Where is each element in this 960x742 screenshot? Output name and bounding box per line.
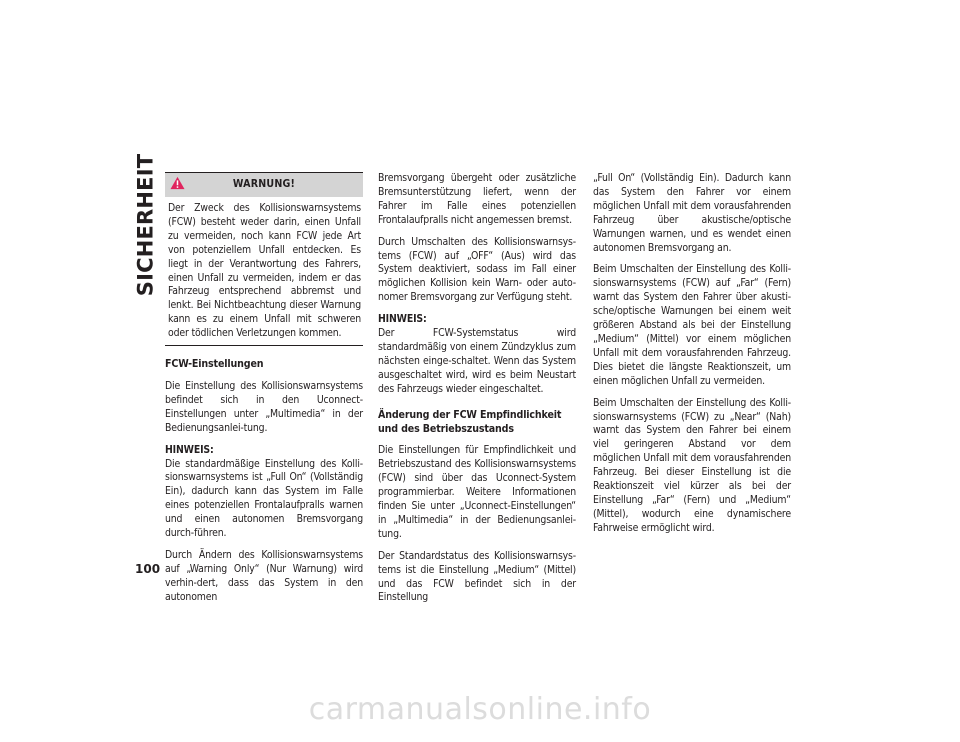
heading-fcw-settings: FCW-Einstellungen	[165, 358, 264, 371]
section-title: SICHERHEIT	[133, 153, 158, 297]
paragraph: Durch Umschalten des Kollisionswarnsys-tems (FCW) auf „OFF“ (Aus) wird das System deaktiviert, sodass im Fall einer möglichen Kollision kein Warn- oder auto-nomer Bremsvorgang zur Verfügung steht.	[378, 235, 576, 304]
warning-triangle-icon	[170, 176, 185, 190]
warning-header	[165, 173, 363, 197]
column-1	[165, 172, 363, 613]
paragraph: Bremsvorgang übergeht oder zusätzliche Bremsunterstützung liefert, wenn der Fahrer im Falle eines potenziellen Frontalaufpralls nicht angemessen bremst.	[378, 172, 576, 226]
note-text: Der FCW-Systemstatus wird standardmäßig von einem Zündzyklus zum nächsten einge-schaltet. Wenn das System ausgeschaltet wird, wird es beim Neustart des Fahrzeugs wieder eingeschaltet.	[378, 327, 576, 395]
paragraph: Durch Ändern des Kollisionswarnsystems auf „Warning Only“ (Nur Warnung) wird verhin-dert, dass das System in den autonomen	[165, 548, 363, 603]
warning-title: WARNUNG!	[232, 178, 296, 191]
note-label: HINWEIS:	[165, 443, 214, 456]
watermark: carmanualsonline.info	[308, 692, 652, 727]
heading-sensitivity: Änderung der FCW Empfindlichkeit und des Betriebszustands	[378, 408, 562, 435]
paragraph: „Full On“ (Vollständig Ein). Dadurch kann das System den Fahrer vor einem möglichen Unfall mit dem vorausfahrenden Fahrzeug über akustische/optische Warnungen warnen, und es wendet einen autonomen Bremsvorgang an.	[593, 172, 791, 254]
warning-text: Der Zweck des Kollisionswarnsystems (FCW) besteht weder darin, einen Unfall zu vermeiden, noch kann FCW jede Art von potenziellem Unfall entdecken. Es liegt in der Verantwortung des Fahrers, einen Unfall zu vermeiden, indem er das Fahrzeug entsprechend abbremst und lenkt. Bei Nichtbeachtung dieser Warnung kann es zu einem Unfall mit schweren oder tödlichen Verletzungen kommen.	[168, 202, 361, 340]
note	[378, 313, 576, 396]
paragraph: Die Einstellung des Kollisionswarnsystems befindet sich in den Uconnect-Einstellungen unter „Multimedia“ in der Bedienungsanlei-tung.	[165, 379, 363, 434]
column-3	[593, 172, 791, 544]
page-number: 100	[135, 562, 161, 576]
column-2	[378, 172, 576, 613]
paragraph: Die Einstellungen für Empfindlichkeit und Betriebszustand des Kollisionswarnsystems (FCW) sind über das Uconnect-System programmierbar. Weitere Informationen finden Sie unter „Uconnect-Einstellungen“ in „Multimedia“ in der Bedienungsanlei-tung.	[378, 444, 576, 540]
note-label: HINWEIS:	[378, 313, 427, 326]
paragraph: Der Standardstatus des Kollisionswarnsys-tems ist die Einstellung „Medium“ (Mittel) und das FCW befindet sich in der Einstellung	[378, 549, 576, 604]
warning-box	[165, 172, 363, 346]
note	[165, 444, 363, 541]
paragraph: Beim Umschalten der Einstellung des Kolli-sionswarnsystems (FCW) zu „Near“ (Nah) warnt das System den Fahrer bei einem viel geringeren Abstand vor dem möglichen Unfall mit dem vorausfahrenden Fahrzeug. Bei dieser Einstellung ist die Reaktionszeit viel kürzer als bei der Einstellung „Far“ (Fern) und „Medium“ (Mittel), wodurch eine dynamischere Fahrweise ermöglicht wird.	[593, 396, 791, 534]
warning-body	[165, 197, 363, 345]
paragraph: Beim Umschalten der Einstellung des Kolli-sionswarnsystems (FCW) auf „Far“ (Fern) warnt das System den Fahrer über akusti-sche/optische Warnungen bei einem weit größeren Abstand als bei der Einstellung „Medium“ (Mittel) vor einem möglichen Unfall mit dem vorausfahrenden Fahrzeug. Dies bietet die längste Reaktionszeit, um einen möglichen Unfall zu vermeiden.	[593, 263, 791, 387]
note-text: Die standardmäßige Einstellung des Kolli-sionswarnsystems ist „Full On“ (Vollständig Ein), dadurch kann das System im Falle eines potenziellen Frontalaufpralls warnen und einen autonomen Bremsvorgang durch-führen.	[165, 457, 363, 540]
